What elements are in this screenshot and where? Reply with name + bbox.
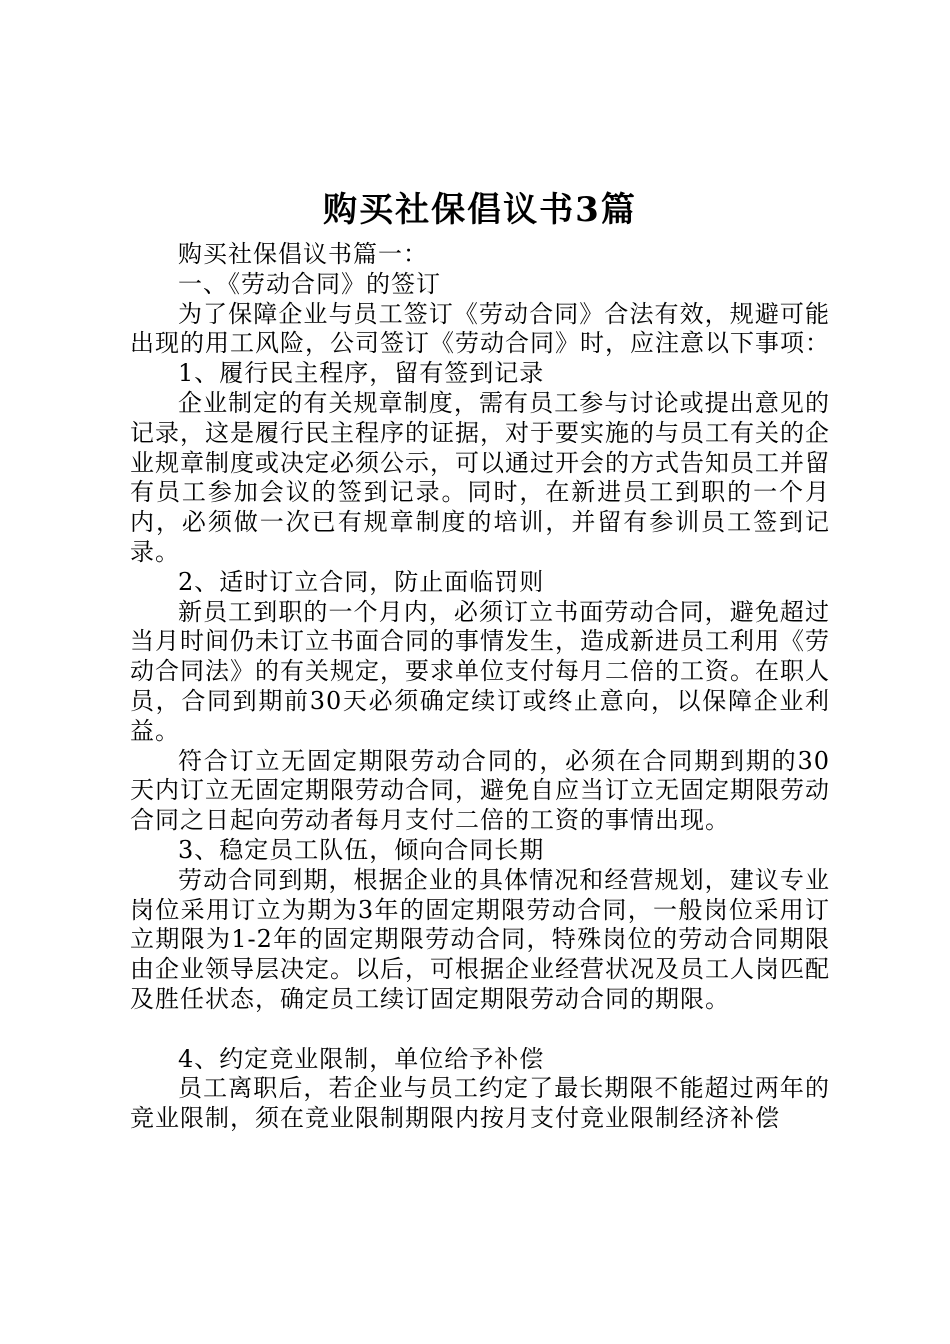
section-intro: 购买社保倡议书篇一：	[178, 240, 428, 268]
body-paragraph: 为了保障企业与员工签订《劳动合同》合法有效，规避可能出现的用工风险，公司签订《劳动合同》时，应注意以下事项：	[130, 299, 830, 358]
body-paragraph: 劳动合同到期，根据企业的具体情况和经营规划，建议专业岗位采用订立为期为3年的固定期限劳动合同，一般岗位采用订立期限为1-2年的固定期限劳动合同，特殊岗位的劳动合同期限由企业领导层决定。以后，可根据企业经营状况及员工人岗匹配及胜任状态，确定员工续订固定期限劳动合同的期限。	[130, 865, 830, 1013]
body-paragraph: 符合订立无固定期限劳动合同的，必须在合同期到期的30天内订立无固定期限劳动合同，避免自应当订立无固定期限劳动合同之日起向劳动者每月支付二倍的工资的事情出现。	[130, 746, 830, 835]
subheading: 3、稳定员工队伍，倾向合同长期	[178, 835, 545, 864]
body-paragraph: 员工离职后，若企业与员工约定了最长期限不能超过两年的竞业限制，须在竞业限制期限内按月支付竞业限制经济补偿	[130, 1074, 830, 1133]
subheading: 1、履行民主程序，留有签到记录	[178, 359, 545, 388]
blank-line	[130, 1015, 830, 1045]
body-paragraph: 企业制定的有关规章制度，需有员工参与讨论或提出意见的记录，这是履行民主程序的证据，对于要实施的与员工有关的企业规章制度或决定必须公示，可以通过开会的方式告知员工并留有员工参加会议的签到记录。同时，在新进员工到职的一个月内，必须做一次已有规章制度的培训，并留有参训员工签到记录。	[130, 388, 830, 566]
document-title: 购买社保倡议书3篇	[323, 190, 637, 230]
body-paragraph: 新员工到职的一个月内，必须订立书面劳动合同，避免超过当月时间仍未订立书面合同的事情发生，造成新进员工利用《劳动合同法》的有关规定，要求单位支付每月二倍的工资。在职人员，合同到期前30天必须确定续订或终止意向，以保障企业利益。	[130, 597, 830, 745]
section-heading: 一、《劳动合同》的签订	[178, 269, 441, 298]
subheading: 2、适时订立合同，防止面临罚则	[178, 567, 545, 596]
document-page	[130, 188, 830, 1134]
subheading: 4、约定竞业限制，单位给予补偿	[178, 1044, 545, 1073]
